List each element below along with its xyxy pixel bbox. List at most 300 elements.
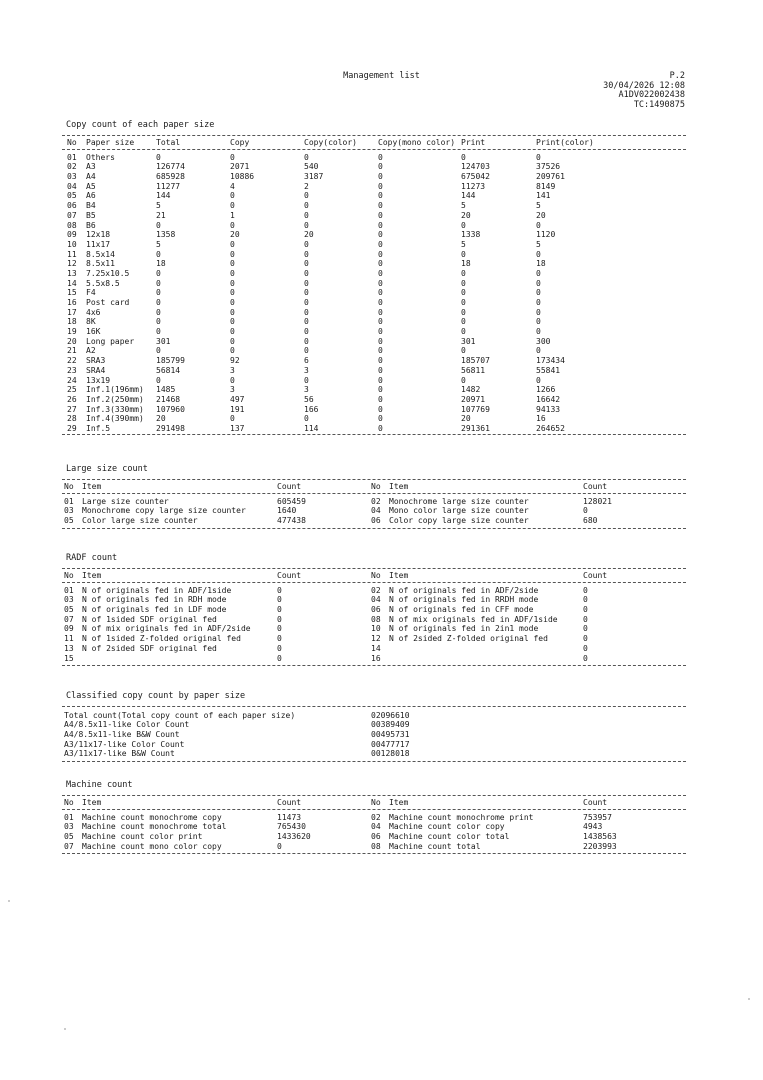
cell: 05 xyxy=(67,191,77,201)
table-row xyxy=(62,230,686,240)
cell: 685928 xyxy=(156,172,185,182)
cell: Inf.4(390mm) xyxy=(86,414,144,424)
cell: 0 xyxy=(461,307,466,317)
cell: 0 xyxy=(461,288,466,298)
cell: 301 xyxy=(461,336,476,346)
cell: 01 xyxy=(64,812,74,822)
cell: A4/8.5x11-like B&W Count xyxy=(64,730,180,740)
cell: Large size counter xyxy=(82,496,169,506)
cell: Color large size counter xyxy=(82,516,198,526)
cell: 0 xyxy=(378,278,383,288)
cell: A4/8.5x11-like Color Count xyxy=(64,720,190,730)
cell: 11 xyxy=(64,634,74,644)
cell: 0 xyxy=(536,298,541,308)
cell: 11277 xyxy=(156,181,181,191)
table-row xyxy=(62,288,686,298)
header-info xyxy=(603,72,685,110)
table-row xyxy=(62,644,686,654)
cell: 0 xyxy=(378,423,383,433)
cell: 0 xyxy=(378,375,383,385)
radf-section xyxy=(62,554,686,666)
cell: B4 xyxy=(86,201,96,211)
section-title: Large size count xyxy=(66,464,148,474)
cell: 10 xyxy=(371,624,381,634)
cell: 1438563 xyxy=(583,832,617,842)
cell: 0 xyxy=(156,327,161,337)
cell: 18 xyxy=(67,317,77,327)
cell: 5 xyxy=(156,201,161,211)
cell: 8.5x11 xyxy=(86,259,115,269)
header-row xyxy=(62,480,686,493)
cell: 11x17 xyxy=(86,239,111,249)
cell: 0 xyxy=(304,298,309,308)
cell: 0 xyxy=(230,268,235,278)
cell: 4x6 xyxy=(86,307,101,317)
table-row xyxy=(62,615,686,625)
cell: 14 xyxy=(67,278,77,288)
cell: 1640 xyxy=(277,506,297,516)
cell: 0 xyxy=(378,191,383,201)
cell: Long paper xyxy=(86,336,135,346)
cell: B5 xyxy=(86,210,96,220)
table-header xyxy=(62,480,686,493)
cell: 37526 xyxy=(536,162,561,172)
cell: 05 xyxy=(64,832,74,842)
table-row xyxy=(62,298,686,308)
cell: 0 xyxy=(156,249,161,259)
cell: Item xyxy=(82,797,102,807)
cell: 3 xyxy=(304,365,309,375)
cell: B6 xyxy=(86,220,96,230)
table-row xyxy=(62,259,686,269)
table-row xyxy=(62,654,686,664)
cell: No xyxy=(64,570,74,580)
table-row xyxy=(62,240,686,250)
cell: 0 xyxy=(583,614,588,624)
cell: Total count(Total copy count of each paper size) xyxy=(64,710,296,720)
radf-table xyxy=(62,586,686,664)
tc-counter: TC:1490875 xyxy=(633,99,685,110)
cell: 03 xyxy=(67,172,77,182)
cell: 1338 xyxy=(461,230,481,240)
cell: No xyxy=(371,570,381,580)
cell: Color copy large size counter xyxy=(389,516,529,526)
cell: 0 xyxy=(461,220,466,230)
scan-dust-mark xyxy=(748,998,750,1000)
table-row xyxy=(62,308,686,318)
cell: N of originals fed in ADF/1side xyxy=(82,585,232,595)
table-row xyxy=(62,279,686,289)
cell: 1482 xyxy=(461,385,481,395)
table-row xyxy=(62,405,686,415)
cell: 166 xyxy=(304,404,319,414)
cell: 477438 xyxy=(277,516,306,526)
cell: 1 xyxy=(230,210,235,220)
cell: 0 xyxy=(277,643,282,653)
cell: 0 xyxy=(304,327,309,337)
cell: 114 xyxy=(304,423,319,433)
cell: 0 xyxy=(230,327,235,337)
cell: N of originals fed in RDH mode xyxy=(82,595,227,605)
cell: Print(color) xyxy=(536,137,594,147)
cell: Item xyxy=(389,481,409,491)
cell: 94133 xyxy=(536,404,561,414)
cell: 0 xyxy=(536,268,541,278)
cell: 21 xyxy=(156,210,166,220)
cell: 0 xyxy=(230,346,235,356)
scan-dust-mark xyxy=(8,900,10,902)
cell: 605459 xyxy=(277,496,306,506)
cell: 16 xyxy=(371,653,381,663)
cell: 0 xyxy=(378,181,383,191)
cell: 24 xyxy=(67,375,77,385)
paper-size-table xyxy=(62,153,686,434)
scan-dust-mark xyxy=(64,1028,66,1030)
cell: 0 xyxy=(378,317,383,327)
cell: 08 xyxy=(67,220,77,230)
cell: 18 xyxy=(461,259,471,269)
cell: N of originals fed in LDF mode xyxy=(82,605,227,615)
cell: 09 xyxy=(67,230,77,240)
cell: 56814 xyxy=(156,365,181,375)
cell: 7.25x10.5 xyxy=(86,268,130,278)
cell: 0 xyxy=(304,152,309,162)
cell: 6 xyxy=(304,356,309,366)
table-row xyxy=(62,516,686,526)
cell: 0 xyxy=(230,220,235,230)
cell: 1358 xyxy=(156,230,176,240)
page-title: Management list xyxy=(343,71,420,81)
table-row xyxy=(62,269,686,279)
cell: 20 xyxy=(461,210,471,220)
cell: 0 xyxy=(304,375,309,385)
cell: 0 xyxy=(583,595,588,605)
cell: 11473 xyxy=(277,812,302,822)
table-row xyxy=(62,595,686,605)
cell: 0 xyxy=(378,298,383,308)
cell: 23 xyxy=(67,365,77,375)
cell: 01 xyxy=(64,585,74,595)
cell: 5 xyxy=(156,239,161,249)
cell: 12x18 xyxy=(86,230,111,240)
cell: 0 xyxy=(277,605,282,615)
cell: 08 xyxy=(371,841,381,851)
cell: N of mix originals fed in ADF/2side xyxy=(82,624,251,634)
cell: 4943 xyxy=(583,822,603,832)
cell: 0 xyxy=(378,336,383,346)
cell: 10886 xyxy=(230,172,255,182)
cell: A4 xyxy=(86,172,96,182)
cell: 0 xyxy=(230,239,235,249)
cell: 0 xyxy=(536,317,541,327)
cell: 753957 xyxy=(583,812,612,822)
cell: 0 xyxy=(277,841,282,851)
cell: 300 xyxy=(536,336,551,346)
cell: 04 xyxy=(371,822,381,832)
cell: Copy(color) xyxy=(304,137,357,147)
cell: Count xyxy=(583,481,608,491)
cell: Copy xyxy=(230,137,250,147)
header-row xyxy=(62,569,686,582)
cell: N of originals fed in CFF mode xyxy=(389,605,534,615)
cell: 0 xyxy=(583,605,588,615)
cell: 07 xyxy=(67,210,77,220)
cell: 03 xyxy=(64,506,74,516)
cell: 20971 xyxy=(461,394,486,404)
cell: A6 xyxy=(86,191,96,201)
cell: 5 xyxy=(461,239,466,249)
cell: 20 xyxy=(67,336,77,346)
large-size-section xyxy=(62,465,686,529)
table-row xyxy=(62,395,686,405)
cell: 0 xyxy=(304,288,309,298)
table-header xyxy=(62,136,686,149)
classified-table xyxy=(62,711,686,759)
cell: 16642 xyxy=(536,394,561,404)
cell: Inf.5 xyxy=(86,423,111,433)
cell: 20 xyxy=(230,230,240,240)
cell: 0 xyxy=(156,152,161,162)
cell: 0 xyxy=(536,220,541,230)
cell: No xyxy=(64,481,74,491)
cell: 0 xyxy=(277,653,282,663)
cell: 56811 xyxy=(461,365,486,375)
table-row xyxy=(62,749,686,759)
cell: 0 xyxy=(461,317,466,327)
cell: 0 xyxy=(378,201,383,211)
cell: 0 xyxy=(230,336,235,346)
cell: 0 xyxy=(304,220,309,230)
table-row xyxy=(62,376,686,386)
cell: 680 xyxy=(583,516,598,526)
cell: 0 xyxy=(378,210,383,220)
cell: 0 xyxy=(230,152,235,162)
cell: 0 xyxy=(461,375,466,385)
cell: 765430 xyxy=(277,822,306,832)
cell: No xyxy=(67,137,77,147)
cell: 2071 xyxy=(230,162,250,172)
cell: 00389409 xyxy=(371,720,410,730)
cell: 0 xyxy=(536,346,541,356)
cell: No xyxy=(64,797,74,807)
cell: 291498 xyxy=(156,423,185,433)
table-row xyxy=(62,634,686,644)
cell: Item xyxy=(82,570,102,580)
cell: 12 xyxy=(371,634,381,644)
cell: 20 xyxy=(536,210,546,220)
table-row xyxy=(62,414,686,424)
cell: 0 xyxy=(230,307,235,317)
table-row xyxy=(62,822,686,832)
cell: 0 xyxy=(230,317,235,327)
cell: 0 xyxy=(230,191,235,201)
table-row xyxy=(62,424,686,434)
cell: 0 xyxy=(230,201,235,211)
cell: 0 xyxy=(156,346,161,356)
cell: 540 xyxy=(304,162,319,172)
table-row xyxy=(62,153,686,163)
cell: 0 xyxy=(156,375,161,385)
divider xyxy=(62,528,686,529)
cell: 18 xyxy=(536,259,546,269)
cell: 0 xyxy=(378,414,383,424)
table-header xyxy=(62,796,686,809)
header-row xyxy=(62,136,686,149)
cell: 0 xyxy=(378,239,383,249)
cell: 0 xyxy=(536,278,541,288)
cell: 264652 xyxy=(536,423,565,433)
classified-section xyxy=(62,692,686,762)
cell: 0 xyxy=(461,152,466,162)
cell: 0 xyxy=(304,239,309,249)
cell: 0 xyxy=(277,595,282,605)
cell: 185799 xyxy=(156,356,185,366)
cell: 3 xyxy=(230,385,235,395)
section-title: Machine count xyxy=(66,780,133,790)
cell: 11 xyxy=(67,249,77,259)
cell: 0 xyxy=(304,268,309,278)
cell: 21468 xyxy=(156,394,181,404)
cell: 0 xyxy=(378,172,383,182)
cell: 0 xyxy=(156,278,161,288)
table-row xyxy=(62,201,686,211)
cell: N of originals fed in RRDH mode xyxy=(389,595,539,605)
cell: 0 xyxy=(378,259,383,269)
cell: 07 xyxy=(64,614,74,624)
cell: 2 xyxy=(304,181,309,191)
divider xyxy=(62,665,686,666)
cell: 02 xyxy=(371,812,381,822)
cell: 0 xyxy=(156,268,161,278)
cell: 0 xyxy=(536,249,541,259)
cell: 0 xyxy=(304,307,309,317)
cell: 05 xyxy=(64,605,74,615)
cell: 20 xyxy=(304,230,314,240)
cell: 0 xyxy=(378,268,383,278)
cell: 0 xyxy=(461,346,466,356)
cell: 0 xyxy=(583,585,588,595)
cell: 0 xyxy=(304,336,309,346)
cell: 0 xyxy=(583,653,588,663)
cell: A5 xyxy=(86,181,96,191)
table-row xyxy=(62,385,686,395)
cell: Inf.1(196mm) xyxy=(86,385,144,395)
cell: 0 xyxy=(277,585,282,595)
cell: 56 xyxy=(304,394,314,404)
cell: 06 xyxy=(67,201,77,211)
page-number: P.2 xyxy=(669,71,685,81)
cell: Machine count color total xyxy=(389,832,510,842)
cell: N of 1sided SDF original fed xyxy=(82,614,217,624)
cell: Machine count monochrome copy xyxy=(82,812,222,822)
cell: 16K xyxy=(86,327,101,337)
cell: Inf.3(330mm) xyxy=(86,404,144,414)
machine-table xyxy=(62,813,686,852)
table-row xyxy=(62,356,686,366)
header-row xyxy=(62,796,686,809)
table-row xyxy=(62,346,686,356)
cell: 04 xyxy=(371,506,381,516)
cell: Monochrome large size counter xyxy=(389,496,529,506)
cell: 02 xyxy=(371,496,381,506)
cell: N of 2sided Z-folded original fed xyxy=(389,634,548,644)
cell: 5 xyxy=(461,201,466,211)
cell: 0 xyxy=(583,624,588,634)
cell: 01 xyxy=(67,152,77,162)
cell: 0 xyxy=(230,249,235,259)
table-row xyxy=(62,182,686,192)
cell: N of originals fed in ADF/2side xyxy=(389,585,539,595)
cell: 0 xyxy=(230,259,235,269)
cell: 0 xyxy=(304,249,309,259)
cell: 0 xyxy=(378,394,383,404)
cell: A2 xyxy=(86,346,96,356)
cell: 185707 xyxy=(461,356,490,366)
cell: 06 xyxy=(371,516,381,526)
cell: 126774 xyxy=(156,162,185,172)
table-row xyxy=(62,586,686,596)
cell: 92 xyxy=(230,356,240,366)
cell: 02 xyxy=(371,585,381,595)
cell: Item xyxy=(82,481,102,491)
table-row xyxy=(62,250,686,260)
cell: 3 xyxy=(304,385,309,395)
cell: F4 xyxy=(86,288,96,298)
cell: Count xyxy=(277,570,302,580)
cell: 0 xyxy=(304,201,309,211)
cell: 107960 xyxy=(156,404,185,414)
cell: 05 xyxy=(64,516,74,526)
cell: 03 xyxy=(64,595,74,605)
cell: 55841 xyxy=(536,365,561,375)
cell: 10 xyxy=(67,239,77,249)
cell: Count xyxy=(583,570,608,580)
cell: 06 xyxy=(371,605,381,615)
cell: 0 xyxy=(230,414,235,424)
cell: 25 xyxy=(67,385,77,395)
cell: N of originals fed in 2in1 mode xyxy=(389,624,539,634)
cell: 291361 xyxy=(461,423,490,433)
cell: 497 xyxy=(230,394,245,404)
cell: 17 xyxy=(67,307,77,317)
cell: 209761 xyxy=(536,172,565,182)
cell: 1120 xyxy=(536,230,556,240)
cell: A3/11x17-like B&W Count xyxy=(64,749,175,759)
table-row xyxy=(62,162,686,172)
cell: 20 xyxy=(156,414,166,424)
table-row xyxy=(62,337,686,347)
cell: Machine count monochrome total xyxy=(82,822,227,832)
table-row xyxy=(62,740,686,750)
cell: 0 xyxy=(277,624,282,634)
cell: 0 xyxy=(583,643,588,653)
cell: Inf.2(250mm) xyxy=(86,394,144,404)
cell: Others xyxy=(86,152,115,162)
table-row xyxy=(62,497,686,507)
cell: 107769 xyxy=(461,404,490,414)
cell: 0 xyxy=(304,191,309,201)
cell: 2203993 xyxy=(583,841,617,851)
serial-number: A1DV022002438 xyxy=(618,90,685,101)
cell: 02 xyxy=(67,162,77,172)
cell: 5.5x8.5 xyxy=(86,278,120,288)
cell: 01 xyxy=(64,496,74,506)
cell: 07 xyxy=(64,841,74,851)
cell: 0 xyxy=(230,288,235,298)
cell: Machine count color copy xyxy=(389,822,505,832)
section-title: Classified copy count by paper size xyxy=(66,691,246,701)
cell: SRA3 xyxy=(86,356,106,366)
